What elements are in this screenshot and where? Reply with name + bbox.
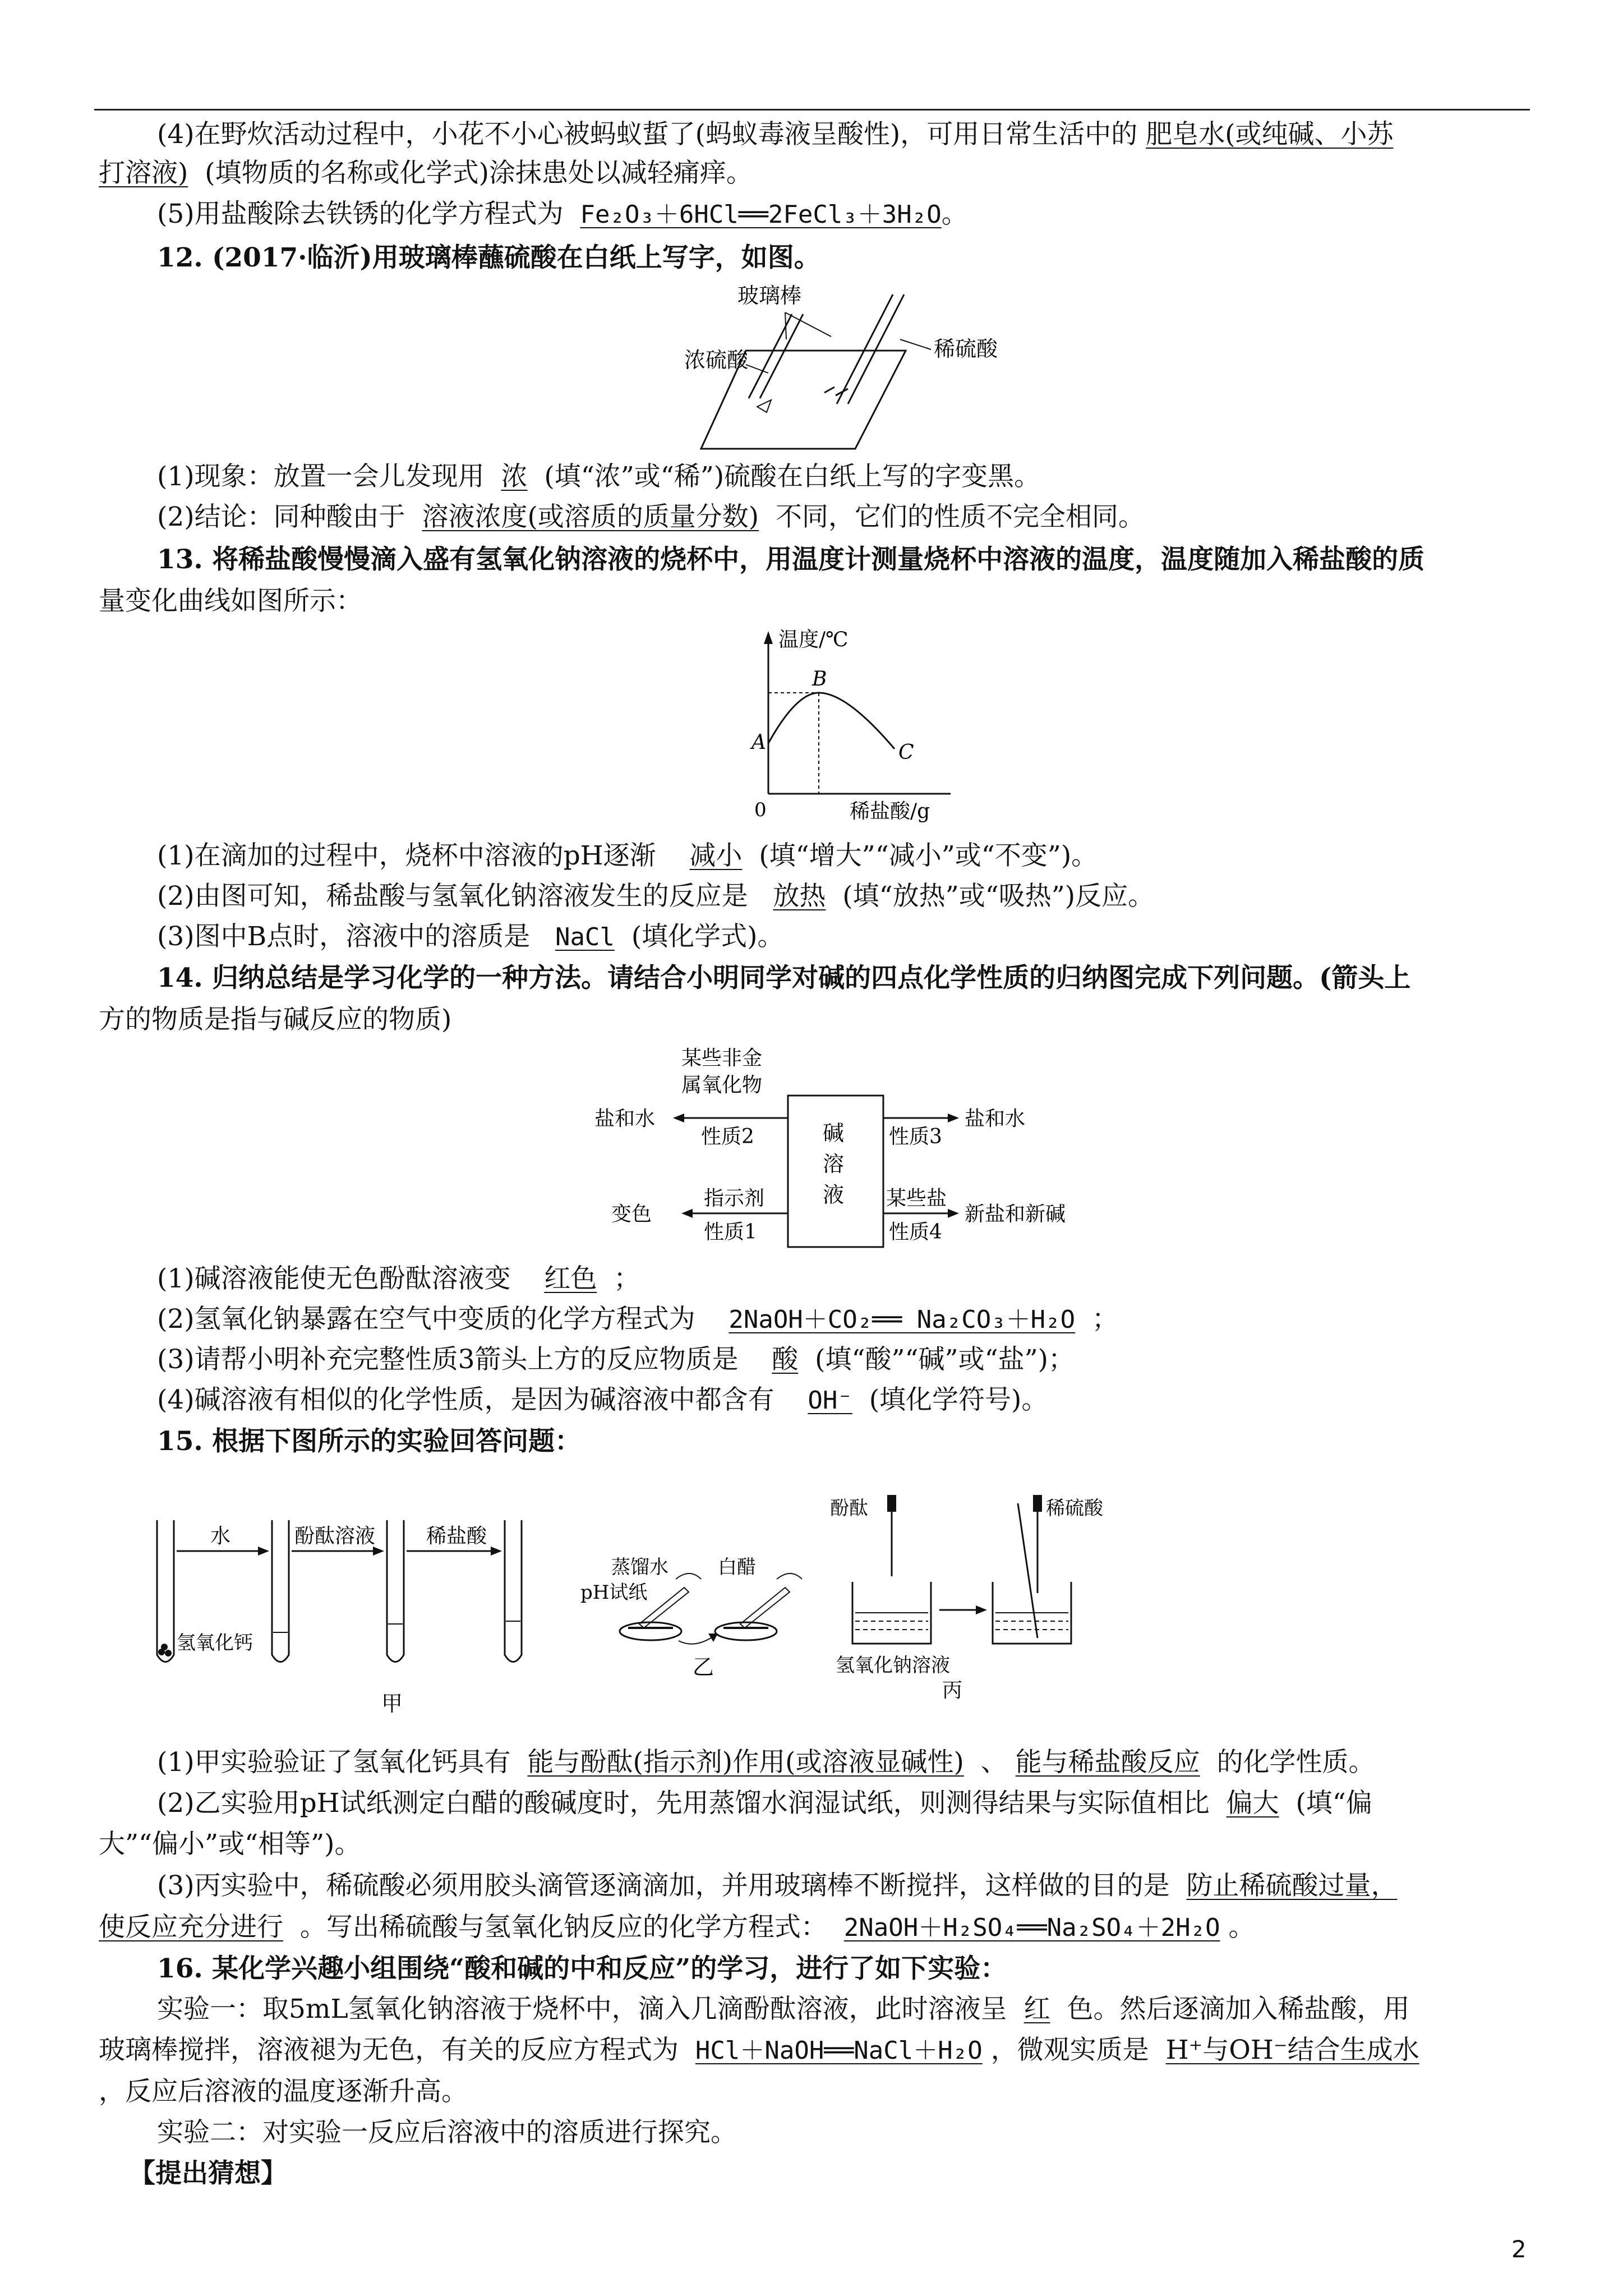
answer-q15-3c: 2NaOH＋H₂SO₄══Na₂SO₄＋2H₂O bbox=[843, 1913, 1220, 1942]
label-property-2: 性质2 bbox=[701, 1125, 754, 1148]
q13-part2: (2)由图可知，稀盐酸与氢氧化钠溶液发生的反应是 放热 (填“放热”或“吸热”)反应。 bbox=[157, 881, 1155, 912]
answer-q16-essence: H⁺与OH⁻结合生成水 bbox=[1165, 2035, 1419, 2065]
q15-part1: (1)甲实验验证了氢氧化钙具有 能与酚酞(指示剂)作用(或溶液显碱性) 、 能与稀盐酸反应 的化学性质。 bbox=[157, 1747, 1375, 1778]
answer-q15-3a: 防止稀硫酸过量， bbox=[1186, 1870, 1398, 1901]
label-experiment-bing: 丙 bbox=[942, 1679, 963, 1702]
x-axis-label: 稀盐酸/g bbox=[850, 800, 930, 823]
label-ph-paper: pH试纸 bbox=[580, 1581, 648, 1604]
answer-q15-1b: 能与稀盐酸反应 bbox=[1015, 1747, 1200, 1778]
q15-stem: 15. 根据下图所示的实验回答问题： bbox=[157, 1426, 582, 1457]
page-number: 2 bbox=[1511, 2235, 1527, 2263]
q12-part1: (1)现象：放置一会儿发现用 浓 (填“浓”或“稀”)硫酸在白纸上写的字变黑。 bbox=[157, 461, 1041, 492]
label-salt-water-right: 盐和水 bbox=[965, 1107, 1026, 1130]
q16-exp1-line2: 玻璃棒搅拌，溶液褪为无色，有关的反应方程式为 HCl＋NaOH══NaCl＋H₂O ，微观实质是 H⁺与OH⁻结合生成水 bbox=[99, 2035, 1419, 2065]
label-conc-acid: 浓硫酸 bbox=[684, 348, 749, 372]
q16-stem: 16. 某化学兴趣小组围绕“酸和碱的中和反应”的学习，进行了如下实验： bbox=[157, 1953, 1007, 1984]
q12-stem: 12. (2017·临沂)用玻璃棒蘸硫酸在白纸上写字，如图。 bbox=[157, 242, 820, 273]
label-naoh-solution: 氢氧化钠溶液 bbox=[836, 1654, 950, 1677]
center-char-1: 碱 bbox=[823, 1121, 845, 1145]
q14-stem-line1: 14. 归纳总结是学习化学的一种方法。请结合小明同学对碱的四点化学性质的归纳图完成下列问题。(箭头上 bbox=[157, 963, 1411, 993]
answer-q16-equation: HCl＋NaOH══NaCl＋H₂O bbox=[695, 2036, 983, 2065]
q12-part2: (2)结论：同种酸由于 溶液浓度(或溶质的质量分数) 不同，它们的性质不完全相同。 bbox=[157, 501, 1145, 532]
label-nonmetal-oxide-1: 某些非金 bbox=[681, 1047, 763, 1070]
q13-part1: (1)在滴加的过程中，烧杯中溶液的pH逐渐 减小 (填“增大”“减小”或“不变”)。 bbox=[157, 840, 1098, 871]
point-C: C bbox=[898, 741, 914, 764]
answer-q14-4: OH⁻ bbox=[808, 1386, 852, 1415]
answer-q13-3: NaCl bbox=[555, 923, 615, 951]
figure-base-properties bbox=[594, 1042, 1099, 1255]
answer-q14-1: 红色 bbox=[544, 1263, 597, 1294]
answer-q12-2: 溶液浓度(或溶质的质量分数) bbox=[422, 501, 759, 532]
q14-part3: (3)请帮小明补充完整性质3箭头上方的反应物质是 酸 (填“酸”“碱”或“盐”)； bbox=[157, 1344, 1075, 1375]
label-water: 水 bbox=[210, 1525, 231, 1548]
q11-part4-line1: (4)在野炊活动过程中，小花不小心被蚂蚁蜇了(蚂蚁毒液呈酸性)，可用日常生活中的 肥皂水(或纯碱、小苏 bbox=[157, 119, 1394, 150]
label-salt-water-left: 盐和水 bbox=[594, 1107, 656, 1130]
q11-part4-line2: 打溶液) (填物质的名称或化学式)涂抹患处以减轻痛痒。 bbox=[99, 158, 753, 188]
label-indicator: 指示剂 bbox=[704, 1187, 765, 1210]
figure-sulfuric-acid-writing bbox=[684, 278, 1043, 460]
label-distilled-water: 蒸馏水 bbox=[611, 1556, 668, 1579]
q16-exp1-line3: ，反应后溶液的温度逐渐升高。 bbox=[99, 2076, 468, 2107]
figure-temperature-curve bbox=[735, 623, 959, 830]
answer-q11-5: Fe₂O₃＋6HCl══2FeCl₃＋3H₂O bbox=[580, 200, 942, 229]
label-property-1: 性质1 bbox=[704, 1221, 757, 1244]
answer-q15-1a: 能与酚酞(指示剂)作用(或溶液显碱性) bbox=[527, 1747, 964, 1778]
q14-part2: (2)氢氧化钠暴露在空气中变质的化学方程式为 2NaOH＋CO₂══ Na₂CO₃＋H₂O ； bbox=[157, 1304, 1119, 1335]
q16-exp2: 实验二：对实验一反应后溶液中的溶质进行探究。 bbox=[157, 2117, 737, 2148]
q15-part2-line1: (2)乙实验用pH试纸测定白醋的酸碱度时，先用蒸馏水润湿试纸，则测得结果与实际值相比 偏大 (填“偏 bbox=[157, 1788, 1372, 1819]
label-color-change: 变色 bbox=[611, 1203, 652, 1226]
y-axis-label: 温度/℃ bbox=[778, 628, 849, 651]
q13-stem-line1: 13. 将稀盐酸慢慢滴入盛有氢氧化钠溶液的烧杯中，用温度计测量烧杯中溶液的温度，温度随加入稀盐酸的质 bbox=[157, 544, 1425, 575]
q14-part4: (4)碱溶液有相似的化学性质，是因为碱溶液中都含有 OH⁻ (填化学符号)。 bbox=[157, 1384, 1048, 1415]
answer-q15-3b: 使反应充分进行 bbox=[99, 1912, 283, 1943]
answer-q13-2: 放热 bbox=[773, 881, 826, 912]
answer-q14-2: 2NaOH＋CO₂══ Na₂CO₃＋H₂O bbox=[728, 1305, 1076, 1334]
answer-q13-1: 减小 bbox=[689, 840, 743, 871]
q15-part2-line2: 大”“偏小”或“相等”)。 bbox=[99, 1829, 361, 1860]
answer-q16-color: 红 bbox=[1023, 1994, 1050, 2024]
q14-part1: (1)碱溶液能使无色酚酞溶液变 红色 ； bbox=[157, 1263, 640, 1294]
point-B: B bbox=[812, 668, 827, 691]
label-nonmetal-oxide-2: 属氧化物 bbox=[681, 1074, 763, 1097]
label-experiment-yi: 乙 bbox=[693, 1655, 714, 1680]
label-property-4: 性质4 bbox=[889, 1221, 942, 1244]
label-dilute-h2so4: 稀硫酸 bbox=[1046, 1497, 1103, 1520]
q16-exp1-line1: 实验一：取5mL氢氧化钠溶液于烧杯中，滴入几滴酚酞溶液，此时溶液呈 红 色。然后逐滴加入稀盐酸，用 bbox=[157, 1994, 1410, 2024]
q11-part5: (5)用盐酸除去铁锈的化学方程式为 Fe₂O₃＋6HCl══2FeCl₃＋3H₂O。 bbox=[157, 199, 968, 229]
q15-part3-line2: 使反应充分进行 。写出稀硫酸与氢氧化钠反应的化学方程式： 2NaOH＋H₂SO₄══Na₂SO₄＋2H₂O 。 bbox=[99, 1912, 1255, 1943]
label-experiment-jia: 甲 bbox=[381, 1691, 403, 1716]
q13-stem-line2: 量变化曲线如图所示： bbox=[99, 586, 362, 616]
header-rule bbox=[94, 109, 1530, 111]
q13-part3: (3)图中B点时，溶液中的溶质是 NaCl (填化学式)。 bbox=[157, 921, 784, 952]
label-some-salts: 某些盐 bbox=[886, 1187, 947, 1210]
label-dilute-hcl: 稀盐酸 bbox=[426, 1525, 487, 1548]
origin-label: 0 bbox=[754, 799, 767, 821]
label-glass-rod: 玻璃棒 bbox=[737, 283, 802, 308]
q14-stem-line2: 方的物质是指与碱反应的物质) bbox=[99, 1004, 452, 1035]
answer-q15-2: 偏大 bbox=[1226, 1788, 1279, 1819]
q16-hypothesis-heading: 【提出猜想】 bbox=[129, 2158, 287, 2189]
answer-q11-4: 肥皂水(或纯碱、小苏 bbox=[1146, 119, 1394, 150]
label-white-vinegar: 白醋 bbox=[718, 1556, 756, 1579]
center-char-3: 液 bbox=[823, 1182, 845, 1207]
point-A: A bbox=[751, 731, 766, 754]
center-char-2: 溶 bbox=[823, 1152, 845, 1176]
label-property-3: 性质3 bbox=[889, 1125, 942, 1148]
label-new-salt-base: 新盐和新碱 bbox=[965, 1203, 1066, 1226]
label-dilute-acid: 稀硫酸 bbox=[934, 337, 998, 361]
figure-experiments bbox=[146, 1481, 1155, 1739]
label-phenol-solution: 酚酞溶液 bbox=[294, 1525, 376, 1548]
answer-q12-1: 浓 bbox=[501, 461, 528, 492]
label-phenol: 酚酞 bbox=[830, 1497, 868, 1520]
answer-q14-3: 酸 bbox=[772, 1344, 799, 1375]
label-calcium-hydroxide: 氢氧化钙 bbox=[177, 1632, 253, 1654]
q15-part3-line1: (3)丙实验中，稀硫酸必须用胶头滴管逐滴滴加，并用玻璃棒不断搅拌，这样做的目的是 防止稀硫酸过量， bbox=[157, 1870, 1398, 1901]
